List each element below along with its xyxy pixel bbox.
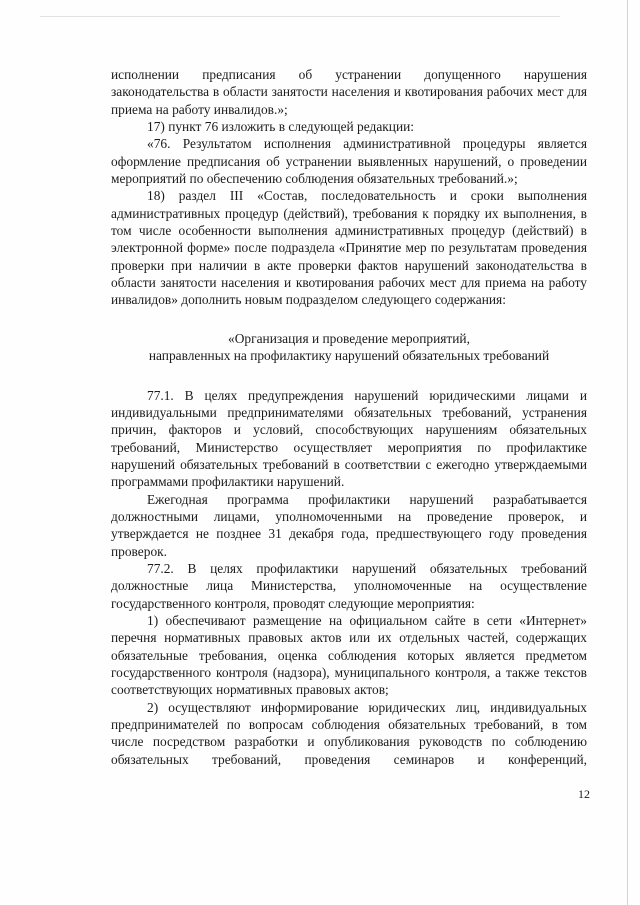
spacer [111, 309, 587, 330]
paragraph-9: 2) осуществляют информирование юридических лиц, индивидуальных предпринимателей по вопросам соблюдения обязательных требований, в том числе посредством разработки и опубликования руководств по соблюдению обязательных требований, проведения семинаров и конференций, [111, 699, 587, 767]
paragraph-6: Ежегодная программа профилактики нарушений разрабатывается должностными лицами, уполномоченными на проведение проверок, и утверждается не позднее 31 декабря года, предшествующего году проведения проверок. [111, 491, 587, 559]
document-body [111, 66, 587, 768]
paragraph-7: 77.2. В целях профилактики нарушений обязательных требований должностные лица Министерства, уполномоченные на осуществление государственного контроля, проводят следующие мероприятия: [111, 560, 587, 611]
paragraph-5: 77.1. В целях предупреждения нарушений юридическими лицами и индивидуальными предпринимателями обязательных требований, устранения причин, факторов и условий, способствующих нарушениям обязательных требований, Министерство осуществляет мероприятия по профилактике нарушений обязательных требований в соответствии с ежегодно утверждаемыми программами профилактики нарушений. [111, 387, 587, 490]
paragraph-8: 1) обеспечивают размещение на официальном сайте в сети «Интернет» перечня нормативных правовых актов или их отдельных частей, содержащих обязательные требования, оценка соблюдения которых является предметом государственного контроля (надзора), муниципального контроля, а также текстов соответствующих нормативных правовых актов; [111, 612, 587, 698]
scan-top-edge [40, 16, 560, 17]
scan-right-edge [627, 0, 628, 905]
paragraph-3: «76. Результатом исполнения административной процедуры является оформление предписания об устранении выявленных нарушений, о проведении мероприятий по обеспечению соблюдения обязательных требований.»; [111, 136, 587, 187]
paragraph-2: 17) пункт 76 изложить в следующей редакции: [147, 119, 415, 135]
section-heading-line-2: направленных на профилактику нарушений обязательных требований [148, 348, 550, 364]
paragraph-4: 18) раздел III «Состав, последовательность и сроки выполнения административных процедур (действий), требования к порядку их выполнения, в том числе особенности выполнения административных процедур (действий) в электронной форме» после подраздела «Принятие мер по результатам проведения проверки при наличии в акте проверки фактов нарушений законодательства в области занятости населения и квотирования рабочих мест для приема на работу инвалидов» дополнить новым подразделом следующего содержания: [111, 188, 587, 308]
spacer [111, 365, 587, 387]
page-number: 12 [578, 787, 590, 801]
paragraph-1: исполнении предписания об устранении допущенного нарушения законодательства в области занятости населения и квотирования рабочих мест для приема на работу инвалидов.»; [111, 67, 587, 117]
section-heading-line-1: «Организация и проведение мероприятий, [228, 330, 470, 346]
